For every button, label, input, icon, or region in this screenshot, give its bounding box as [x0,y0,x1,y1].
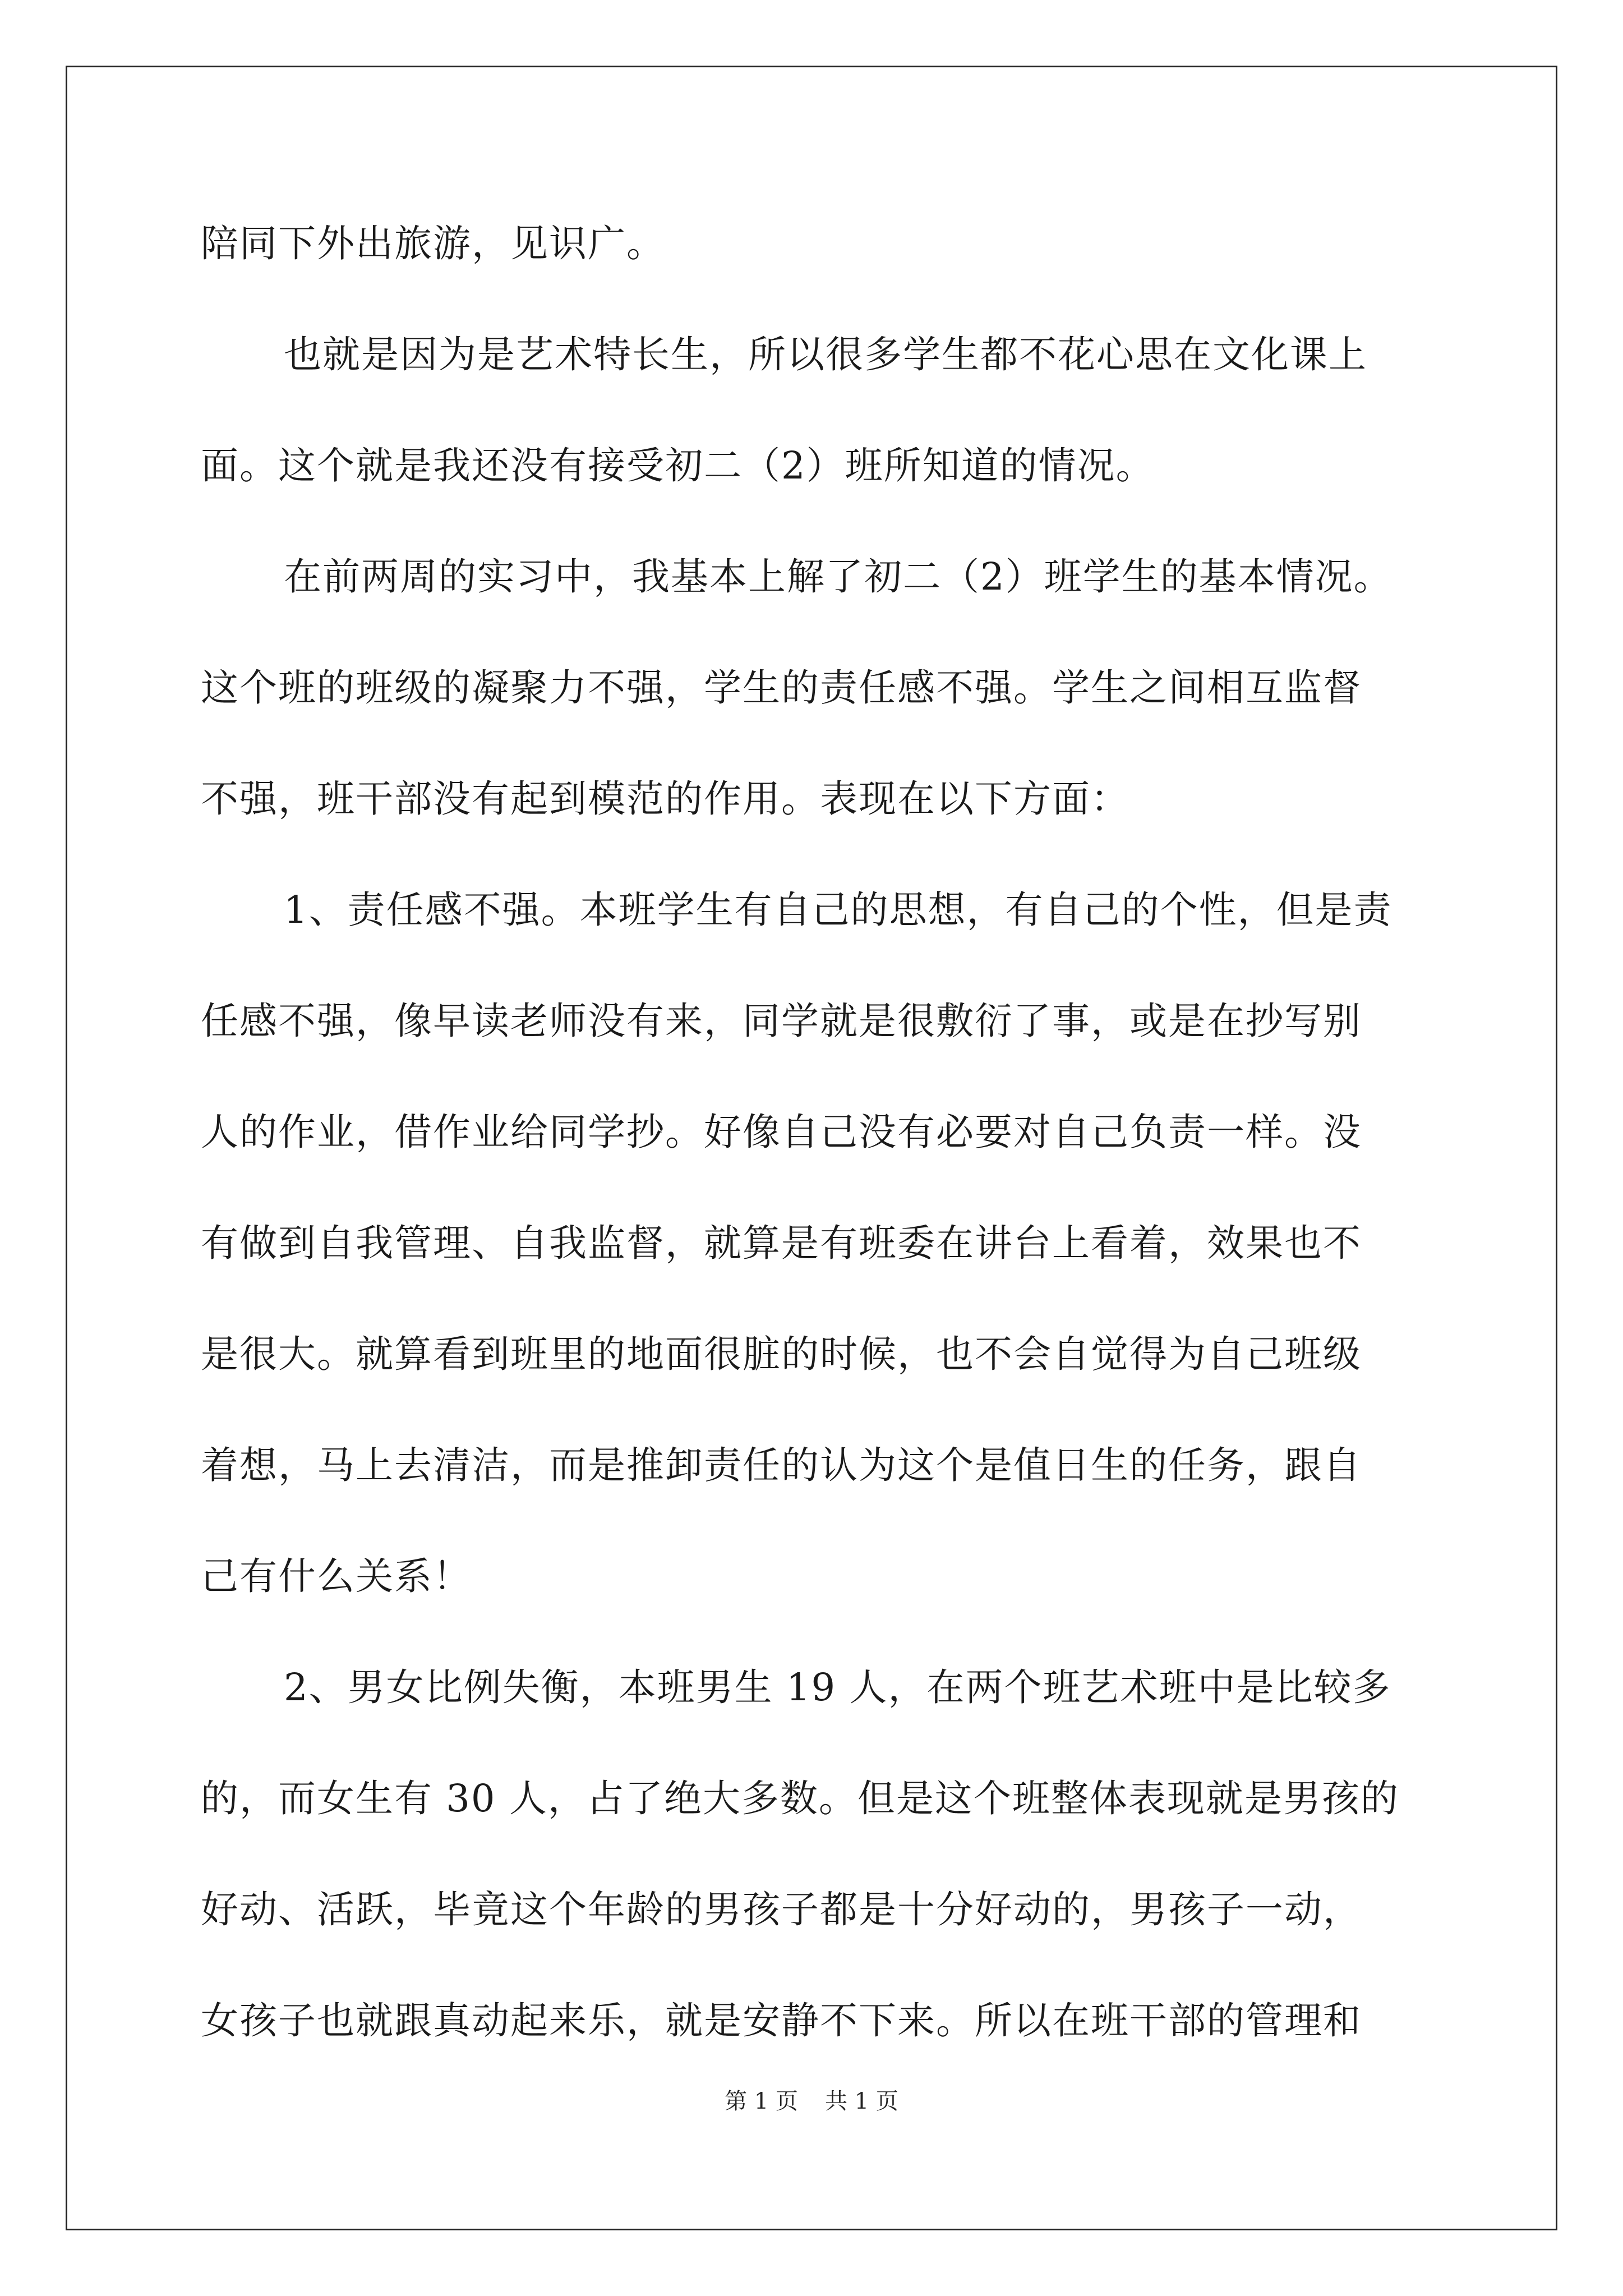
paragraph-start-line: 1、责任感不强。本班学生有自己的思想，有自己的个性，但是责 [284,888,1393,932]
text-line: 女孩子也就跟真动起来乐，就是安静不下来。所以在班干部的管理和 [201,1999,1362,2042]
text-line: 有做到自我管理、自我监督，就算是有班委在讲台上看着，效果也不 [201,1221,1362,1265]
paragraph-start-line: 在前两周的实习中，我基本上解了初二（2）班学生的基本情况。 [284,555,1393,599]
page-footer [0,2088,1623,2115]
text-line: 面。这个就是我还没有接受初二（2）班所知道的情况。 [201,444,1155,487]
text-line: 己有什么关系！ [201,1554,472,1598]
text-line: 陪同下外出旅游，见识广。 [201,222,665,265]
text-line: 任感不强，像早读老师没有来，同学就是很敷衍了事，或是在抄写别 [201,999,1362,1043]
page-number: 第 1 页 [725,2088,798,2114]
paragraph-start-line: 2、男女比例失衡，本班男生 19 人，在两个班艺术班中是比较多 [284,1665,1391,1709]
text-line: 这个班的班级的凝聚力不强，学生的责任感不强。学生之间相互监督 [201,666,1362,710]
document-body [201,213,1435,2101]
page-total: 共 1 页 [825,2088,898,2114]
text-line: 着想，马上去清洁，而是推卸责任的认为这个是值日生的任务，跟自 [201,1443,1362,1487]
paragraph-start-line: 也就是因为是艺术特长生，所以很多学生都不花心思在文化课上 [284,333,1367,376]
text-line: 好动、活跃，毕竟这个年龄的男孩子都是十分好动的，男孩子一动， [201,1888,1362,1931]
text-line: 是很大。就算看到班里的地面很脏的时候，也不会自觉得为自己班级 [201,1332,1362,1376]
text-line: 人的作业，借作业给同学抄。好像自己没有必要对自己负责一样。没 [201,1110,1362,1154]
text-line: 不强，班干部没有起到模范的作用。表现在以下方面： [201,777,1129,821]
text-line: 的，而女生有 30 人，占了绝大多数。但是这个班整体表现就是男孩的 [201,1777,1399,1820]
